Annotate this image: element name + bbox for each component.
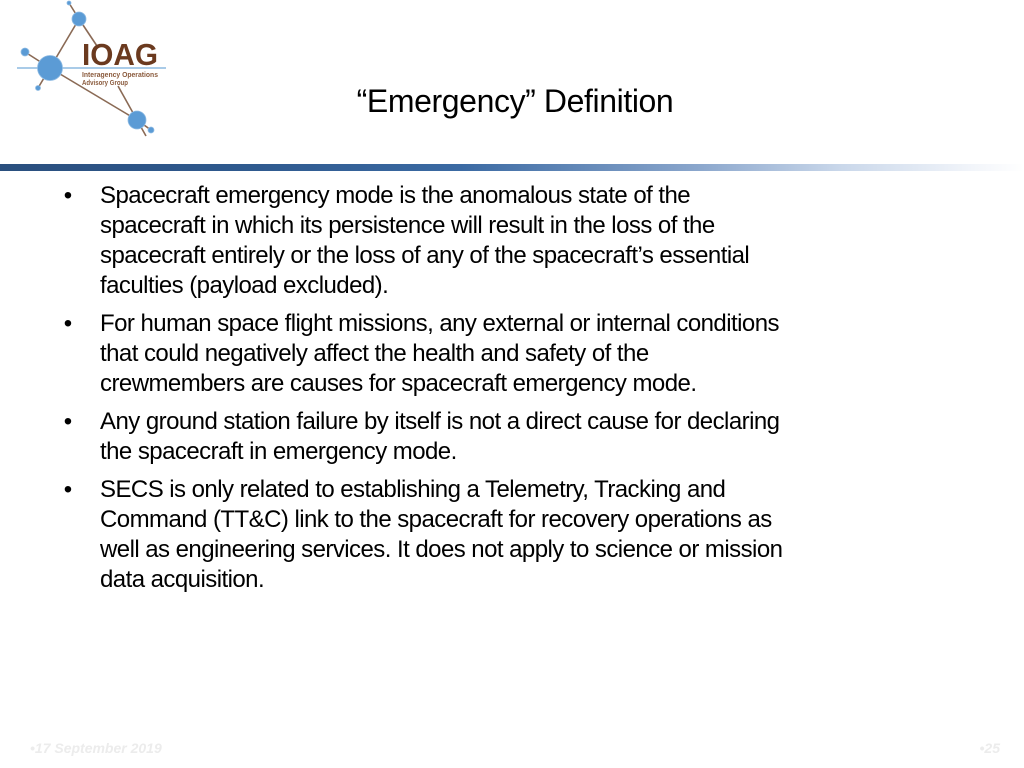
ioag-logo [0, 0, 180, 145]
bullet-item [0, 407, 1024, 467]
bullet-line: SECS is only related to establishing a Telemetry, Tracking and [100, 476, 726, 503]
logo-acronym: IOAG [82, 37, 158, 72]
bullet-text [100, 407, 1024, 467]
slide-title: “Emergency” Definition [356, 83, 674, 119]
footer-date: •17 September 2019 [30, 740, 162, 756]
bullet-line: Command (TT&C) link to the spacecraft for recovery operations as [100, 506, 772, 533]
bullet-line: that could negatively affect the health and safety of the [100, 340, 649, 367]
bullet-icon: • [63, 310, 73, 337]
bullet-list [0, 181, 1024, 595]
bullet-line: spacecraft entirely or the loss of any of the spacecraft’s essential [100, 242, 750, 269]
bullet-line: spacecraft in which its persistence will result in the loss of the [100, 212, 715, 239]
bullet-line: crewmembers are causes for spacecraft emergency mode. [100, 370, 697, 397]
bullet-icon: • [63, 476, 73, 503]
bullet-item [0, 181, 1024, 301]
title-divider-bar [0, 164, 1024, 171]
bullet-line: well as engineering services. It does not apply to science or mission [100, 536, 783, 563]
bullet-line: Spacecraft emergency mode is the anomalous state of the [100, 182, 691, 209]
bullet-line: For human space flight missions, any external or internal conditions [100, 310, 779, 337]
logo-subtitle-line2: Advisory Group [82, 80, 128, 87]
bullet-line: faculties (payload excluded). [100, 272, 389, 299]
bullet-text [100, 475, 1024, 595]
bullet-text [100, 181, 1024, 301]
bullet-icon: • [63, 182, 73, 209]
bullet-item [0, 475, 1024, 595]
logo-subtitle-line1: Interagency Operations [82, 72, 159, 79]
footer-page-number: •25 [979, 740, 1000, 756]
bullet-line: data acquisition. [100, 566, 265, 593]
bullet-line: Any ground station failure by itself is not a direct cause for declaring [100, 408, 780, 435]
bullet-icon: • [63, 408, 73, 435]
bullet-item [0, 309, 1024, 399]
bullet-line: the spacecraft in emergency mode. [100, 438, 457, 465]
bullet-text [100, 309, 1024, 399]
